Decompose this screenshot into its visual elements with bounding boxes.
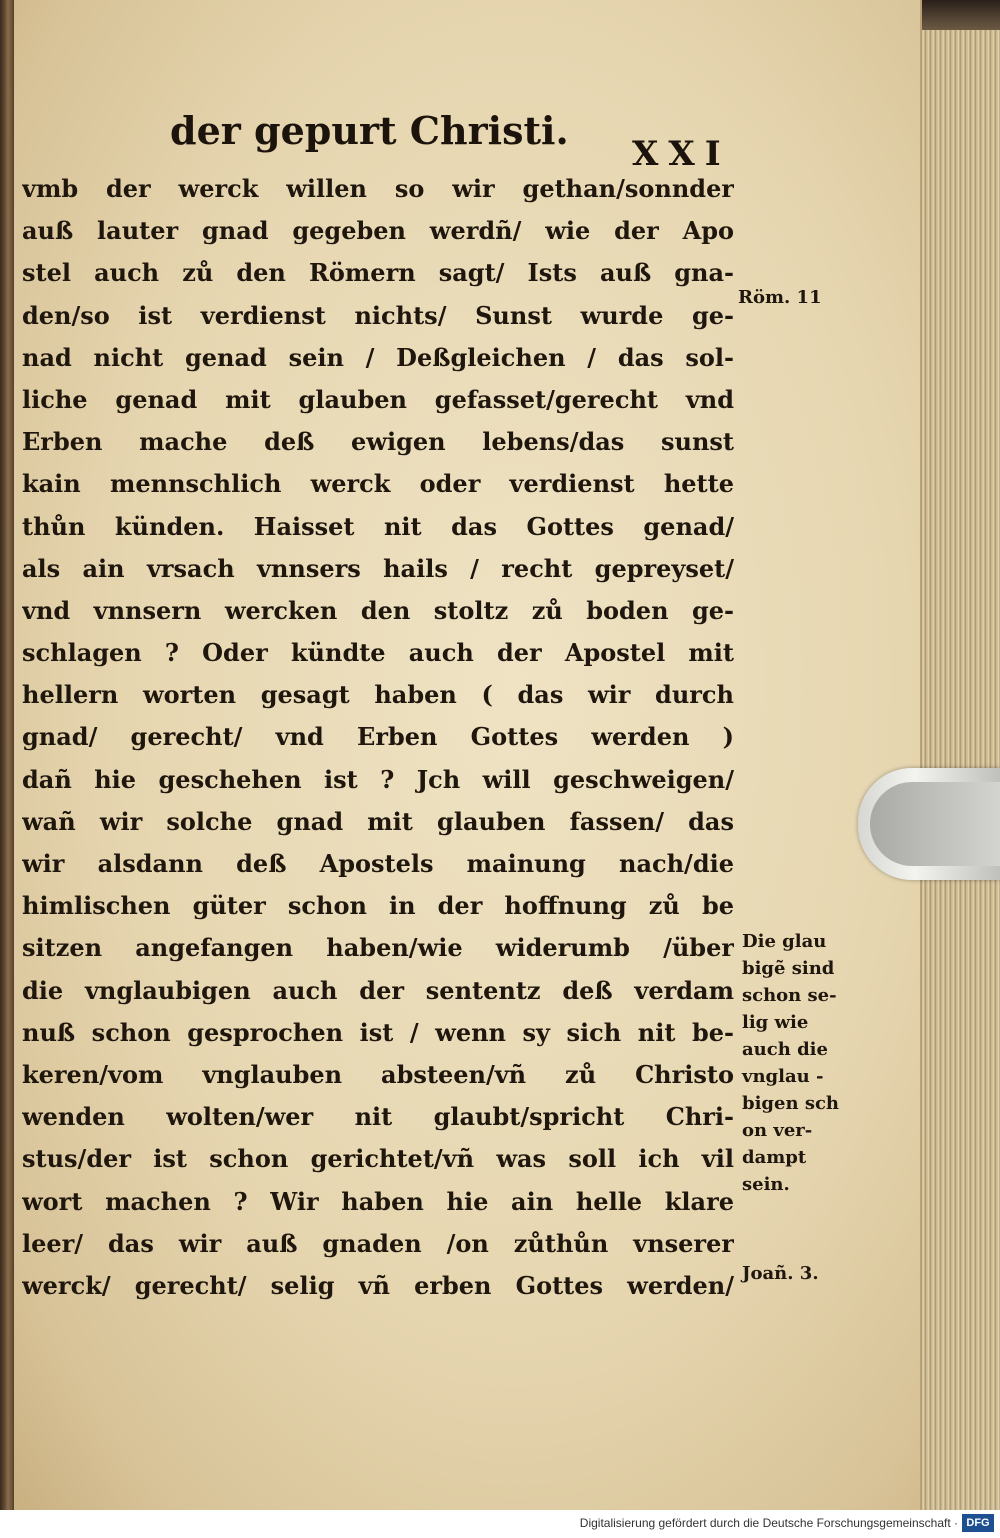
marginal-reference-rom: Röm. 11 [738, 287, 822, 308]
text-line: wir alsdann deß Apostels mainung nach/die [22, 849, 734, 878]
text-line: vnd vnnsern wercken den stoltz zů boden ge- [22, 595, 734, 625]
text-line: leer/ das wir auß gnaden /on zůthůn vnserer [22, 1228, 734, 1258]
marginal-note-line: Die glau [742, 931, 827, 952]
text-line: auß lauter gnad gegeben werdñ/ wie der Apo [22, 216, 734, 246]
footer-bar [0, 1510, 1000, 1538]
text-line: Erben mache deß ewigen lebens/das sunst [22, 427, 734, 457]
marginal-note-line: sein. [742, 1174, 790, 1195]
marginal-note-line: schon se- [742, 985, 837, 1006]
text-line: gnad/ gerecht/ vnd Erben Gottes werden ) [22, 722, 734, 752]
text-line: schlagen ? Oder kündte auch der Apostel mit [22, 638, 734, 668]
text-line: stel auch zů den Römern sagt/ Ists auß gna- [22, 258, 734, 288]
text-line: sitzen angefangen haben/wie widerumb /über [22, 933, 734, 963]
marginal-note-line: on ver- [742, 1120, 813, 1141]
text-line: die vnglaubigen auch der sententz deß verdam [22, 975, 734, 1005]
text-line: vmb der werck willen so wir gethan/sonnder [22, 174, 734, 203]
marginal-note-line: dampt [742, 1147, 807, 1168]
text-line: als ain vrsach vnnsers hails / recht gepreyset/ [22, 553, 734, 583]
running-header: der gepurt Christi. [170, 108, 569, 153]
text-line: hellern worten gesagt haben ( das wir durch [22, 680, 734, 710]
text-line: liche genad mit glauben gefasset/gerecht vnd [22, 384, 734, 414]
marginal-note-line: vnglau - [742, 1066, 824, 1087]
page-clip [858, 768, 1000, 880]
text-line: den/so ist verdienst nichts/ Sunst wurde ge- [22, 300, 734, 330]
text-line: dañ hie geschehen ist ? Jch will geschweigen/ [22, 764, 734, 794]
book-cover-top [922, 0, 1000, 30]
folio-number: XXI [632, 134, 731, 174]
text-line: nuß schon gesprochen ist / wenn sy sich nit be- [22, 1017, 734, 1047]
text-line: werck/ gerecht/ selig vñ erben Gottes werden/ [22, 1270, 734, 1300]
text-line: nad nicht genad sein / Deßgleichen / das sol- [22, 342, 734, 372]
text-line: wañ wir solche gnad mit glauben fassen/ das [22, 806, 734, 836]
marginal-note-line: auch die [742, 1039, 828, 1060]
text-line: keren/vom vnglauben absteen/vñ zů Christo [22, 1059, 734, 1089]
funding-credit: Digitalisierung gefördert durch die Deutsche Forschungsgemeinschaft · [579, 1516, 958, 1530]
text-block [22, 168, 734, 1307]
marginal-note-line: bigẽ sind [742, 958, 835, 979]
text-line: wenden wolten/wer nit glaubt/spricht Chri- [22, 1102, 734, 1132]
marginal-note [742, 928, 839, 1198]
text-line: kain mennschlich werck oder verdienst hette [22, 469, 734, 499]
text-line: thůn künden. Haisset nit das Gottes genad/ [22, 511, 734, 541]
marginal-note-line: bigen sch [742, 1093, 839, 1114]
page-block-edges [922, 0, 1000, 1510]
text-line: wort machen ? Wir haben hie ain helle klare [22, 1186, 734, 1216]
dfg-logo: DFG [962, 1514, 994, 1532]
marginal-reference-joan: Joañ. 3. [742, 1263, 819, 1284]
text-line: stus/der ist schon gerichtet/vñ was soll ich vil [22, 1144, 734, 1174]
marginal-note-line: lig wie [742, 1012, 809, 1033]
text-line: himlischen güter schon in der hoffnung zů be [22, 891, 734, 921]
